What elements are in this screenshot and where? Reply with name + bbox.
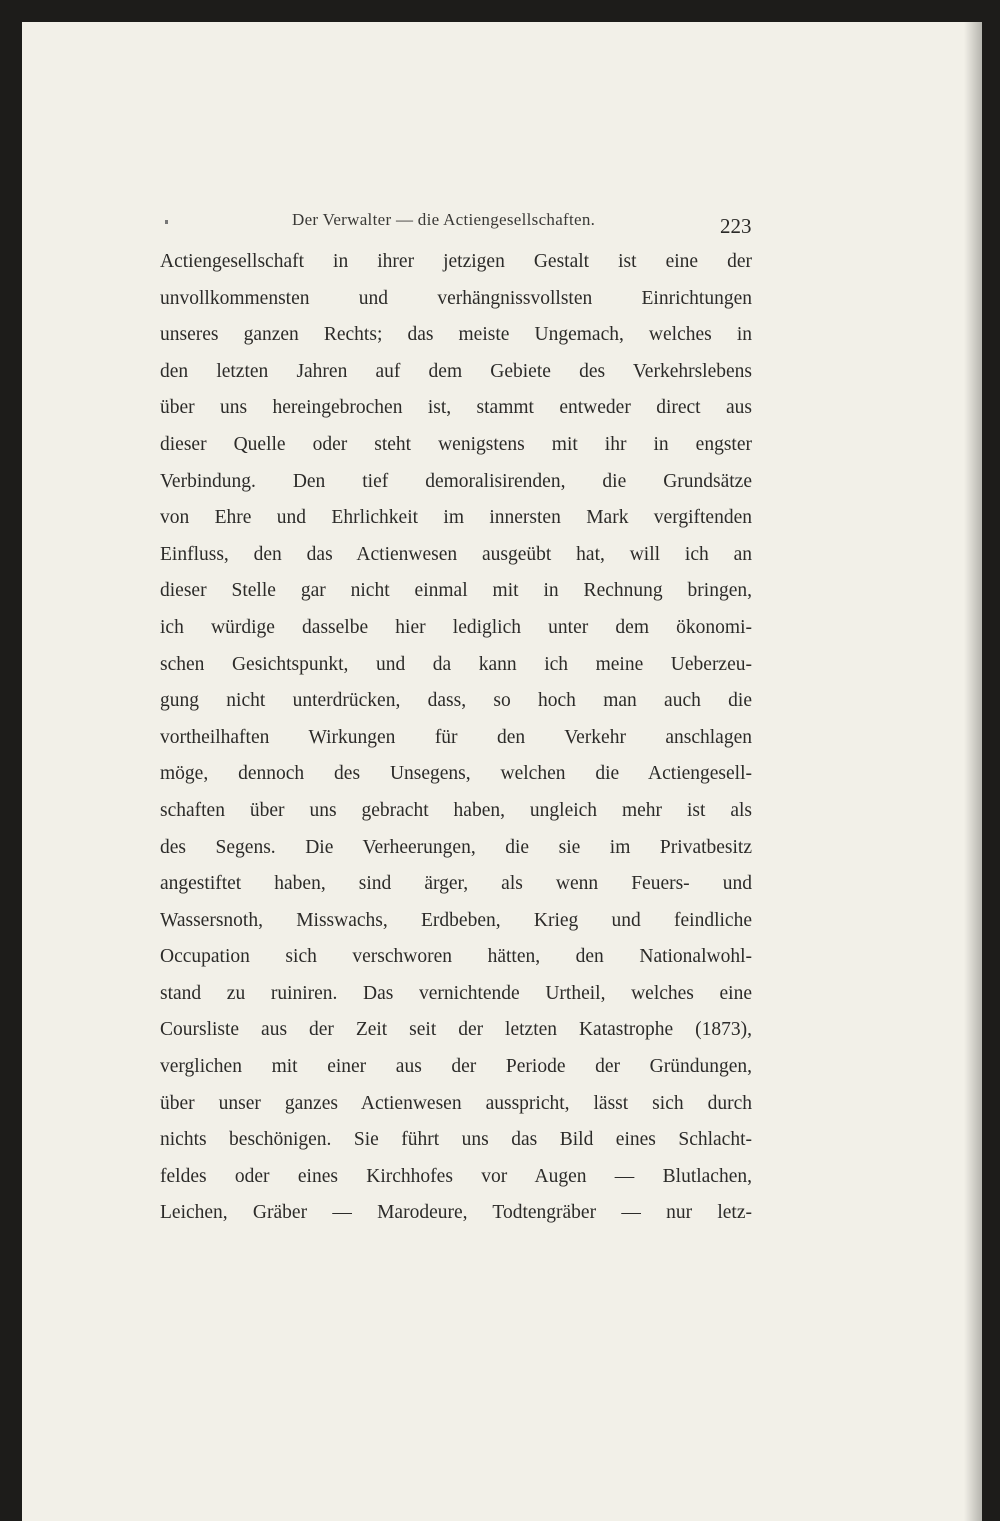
text-line: ich würdige dasselbe hier lediglich unter dem ökonomi- (160, 616, 752, 638)
text-line: des Segens. Die Verheerungen, die sie im Privatbesitz (160, 836, 752, 858)
text-line: unseres ganzen Rechts; das meiste Ungemach, welches in (160, 324, 752, 346)
text-line: Einfluss, den das Actienwesen ausgeübt hat, will ich an (160, 543, 752, 565)
text-line: von Ehre und Ehrlichkeit im innersten Mark vergiftenden (160, 507, 752, 529)
text-line: dieser Quelle oder steht wenigstens mit ihr in engster (160, 433, 752, 455)
text-line: gung nicht unterdrücken, dass, so hoch man auch die (160, 690, 752, 712)
text-line: unvollkommensten und verhängnissvollsten Einrichtungen (160, 287, 752, 309)
text-line: angestiftet haben, sind ärger, als wenn Feuers- und (160, 873, 752, 895)
text-line: Wassersnoth, Misswachs, Erdbeben, Krieg und feindliche (160, 909, 752, 931)
text-line: über unser ganzes Actienwesen ausspricht, lässt sich durch (160, 1092, 752, 1114)
text-line: den letzten Jahren auf dem Gebiete des Verkehrslebens (160, 360, 752, 382)
text-line: schen Gesichtspunkt, und da kann ich meine Ueberzeu- (160, 653, 752, 675)
text-line: verglichen mit einer aus der Periode der Gründungen, (160, 1056, 752, 1078)
text-line: über uns hereingebrochen ist, stammt entweder direct aus (160, 397, 752, 419)
text-line: nichts beschönigen. Sie führt uns das Bild eines Schlacht- (160, 1129, 752, 1151)
text-line: möge, dennoch des Unsegens, welchen die Actiengesell- (160, 763, 752, 785)
page-number: 223 (720, 214, 752, 238)
text-line: Actiengesellschaft in ihrer jetzigen Gestalt ist eine der (160, 251, 752, 272)
book-page (22, 22, 982, 1521)
text-line: schaften über uns gebracht haben, ungleich mehr ist als (160, 799, 752, 821)
body-text (160, 244, 752, 1232)
text-line: Leichen, Gräber — Marodeure, Todtengräber — nur letz- (160, 1202, 752, 1224)
text-line: Verbindung. Den tief demoralisirenden, die Grundsätze (160, 470, 752, 492)
text-line: feldes oder eines Kirchhofes vor Augen — Blutlachen, (160, 1165, 752, 1187)
text-line: stand zu ruiniren. Das vernichtende Urtheil, welches eine (160, 982, 752, 1004)
text-line: dieser Stelle gar nicht einmal mit in Rechnung bringen, (160, 580, 752, 602)
running-head: Der Verwalter — die Actiengesellschaften. (292, 210, 596, 229)
text-line: Coursliste aus der Zeit seit der letzten Katastrophe (1873), (160, 1019, 752, 1041)
text-line: Occupation sich verschworen hätten, den Nationalwohl- (160, 946, 752, 968)
stray-ink-mark (165, 220, 168, 224)
page-edge-shadow (964, 22, 982, 1521)
text-line: vortheilhaften Wirkungen für den Verkehr anschlagen (160, 726, 752, 748)
